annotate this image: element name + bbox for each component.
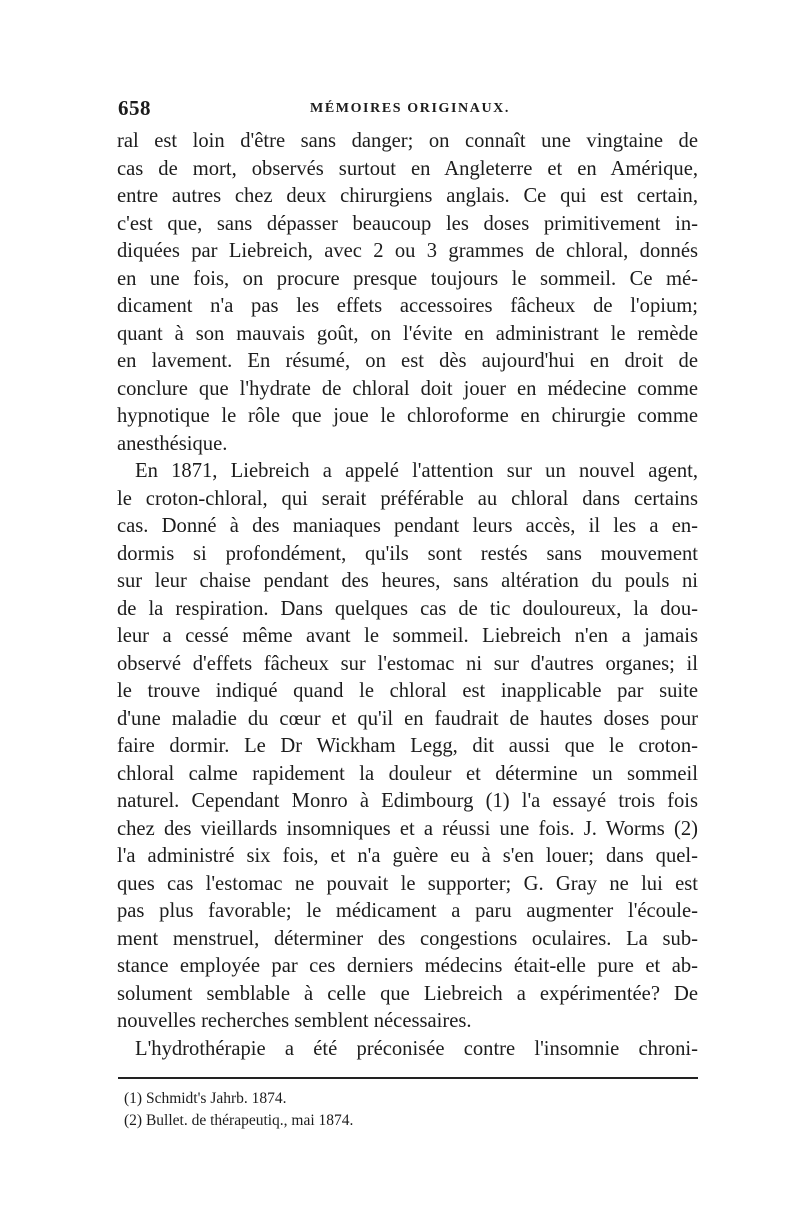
text-line: L'hydrothérapie a été préconisée contre l'insomnie chroni-: [135, 1037, 698, 1060]
text-line: en une fois, on procure presque toujours le sommeil. Ce mé-: [117, 267, 698, 290]
text-line: En 1871, Liebreich a appelé l'attention sur un nouvel agent,: [135, 460, 698, 482]
footnote-2: (2) Bullet. de thérapeutiq., mai 1874.: [124, 1112, 354, 1129]
text-line: c'est que, sans dépasser beaucoup les doses primitivement in-: [117, 212, 698, 235]
text-line: faire dormir. Le Dr Wickham Legg, dit aussi que le croton-: [117, 735, 698, 757]
text-line: d'une maladie du cœur et qu'il en faudrait de hautes doses pour: [117, 707, 698, 730]
text-line: conclure que l'hydrate de chloral doit jouer en médecine comme: [117, 377, 698, 400]
text-line: anesthésique.: [117, 432, 228, 455]
text-line: en lavement. En résumé, on est dès aujourd'hui en droit de: [117, 350, 698, 372]
text-line: dormis si profondément, qu'ils sont restés sans mouvement: [117, 542, 698, 565]
text-line: le croton-chloral, qui serait préférable au chloral dans certains: [117, 487, 698, 510]
running-title: MÉMOIRES ORIGINAUX.: [310, 101, 510, 116]
footnotes: [124, 1088, 684, 1132]
body-text: [117, 128, 698, 1063]
text-line: sur leur chaise pendant des heures, sans altération du pouls ni: [117, 570, 698, 592]
page-header: [118, 96, 698, 122]
text-line: entre autres chez deux chirurgiens anglais. Ce qui est certain,: [117, 185, 698, 207]
page-number: 658: [118, 96, 151, 120]
text-line: naturel. Cependant Monro à Edimbourg (1) l'a essayé trois fois: [117, 790, 698, 812]
text-line: l'a administré six fois, et n'a guère eu à s'en louer; dans quel-: [117, 845, 698, 867]
text-line: cas de mort, observés surtout en Angleterre et en Amérique,: [117, 157, 698, 180]
text-line: stance employée par ces derniers médecins était-elle pure et ab-: [117, 955, 698, 977]
text-line: ral est loin d'être sans danger; on connaît une vingtaine de: [117, 130, 698, 152]
text-line: ques cas l'estomac ne pouvait le supporter; G. Gray ne lui est: [117, 872, 698, 895]
text-line: nouvelles recherches semblent nécessaires.: [117, 1010, 472, 1032]
text-line: pas plus favorable; le médicament a paru augmenter l'écoule-: [117, 900, 698, 922]
text-line: observé d'effets fâcheux sur l'estomac ni sur d'autres organes; il: [117, 652, 698, 675]
text-line: chez des vieillards insomniques et a réussi une fois. J. Worms (2): [117, 817, 698, 840]
text-line: leur a cessé même avant le sommeil. Liebreich n'en a jamais: [117, 625, 698, 647]
text-line: quant à son mauvais goût, on l'évite en administrant le remède: [117, 322, 698, 345]
text-line: le trouve indiqué quand le chloral est inapplicable par suite: [117, 680, 698, 702]
text-line: dicament n'a pas les effets accessoires fâcheux de l'opium;: [117, 295, 698, 317]
footnote-divider: [118, 1077, 698, 1079]
text-line: hypnotique le rôle que joue le chloroforme en chirurgie comme: [117, 405, 698, 427]
text-line: diquées par Liebreich, avec 2 ou 3 grammes de chloral, donnés: [117, 240, 698, 262]
text-line: ment menstruel, déterminer des congestions oculaires. La sub-: [117, 927, 698, 950]
text-line: solument semblable à celle que Liebreich a expérimentée? De: [117, 982, 698, 1005]
text-line: chloral calme rapidement la douleur et détermine un sommeil: [117, 762, 698, 785]
footnote-1: (1) Schmidt's Jahrb. 1874.: [124, 1090, 287, 1107]
text-line: cas. Donné à des maniaques pendant leurs accès, il les a en-: [117, 515, 698, 537]
text-line: de la respiration. Dans quelques cas de tic douloureux, la dou-: [117, 597, 698, 620]
